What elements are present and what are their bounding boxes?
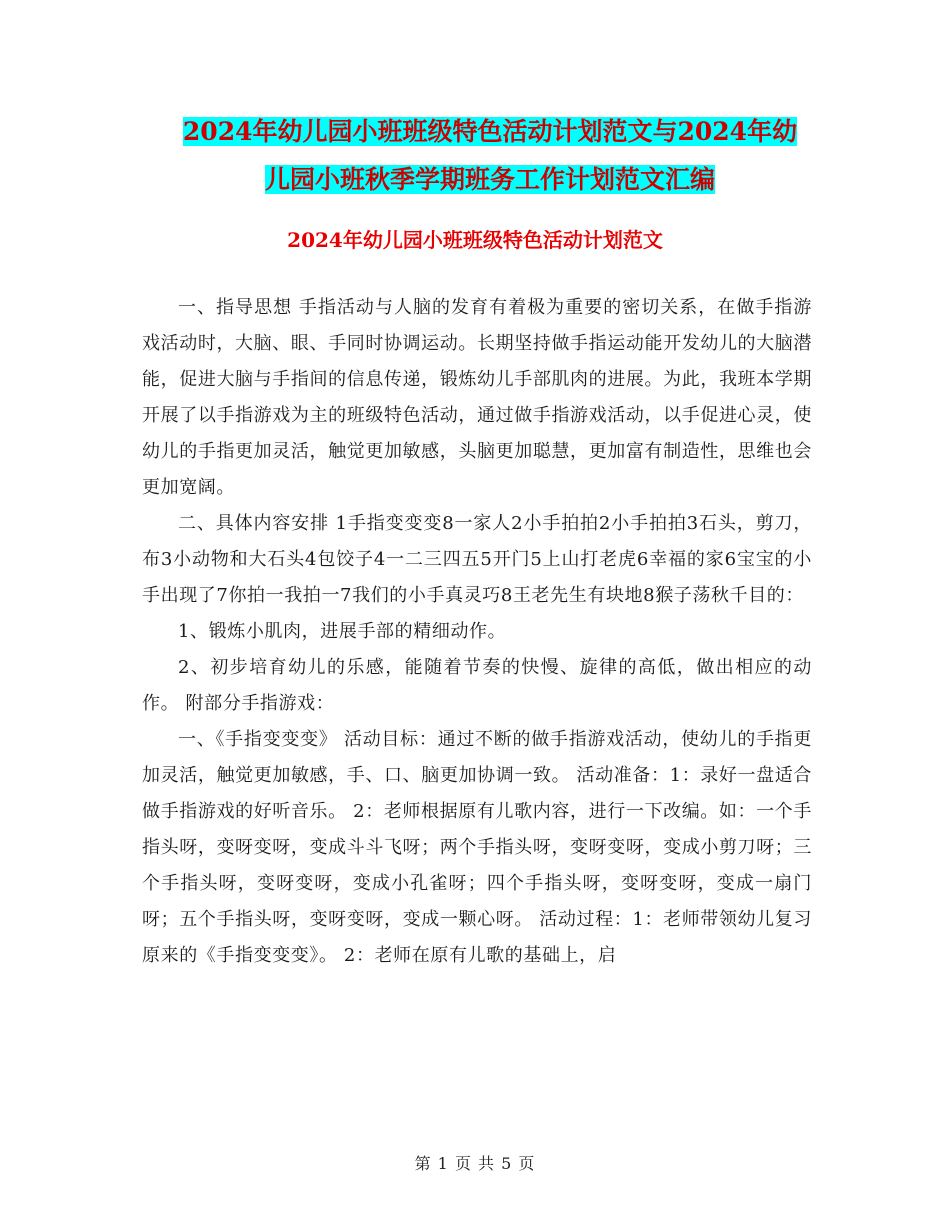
- page-footer: 第 1 页 共 5 页: [414, 1154, 536, 1173]
- section-title: 2024年幼儿园小班班级特色活动计划范文: [287, 228, 663, 252]
- paragraph-content-arrangement: 二、具体内容安排 1手指变变变8一家人2小手拍拍2小手拍拍3石头，剪刀，布3小动物和大石头4包饺子4一二三四五5开门5上山打老虎6幸福的家6宝宝的小手出现了7你拍一我拍一7我们的小手真灵巧8王老先生有块地8猴子荡秋千目的：: [142, 513, 812, 606]
- document-title-line-1: 2024年幼儿园小班班级特色活动计划范文与2024年幼: [182, 117, 798, 146]
- document-title: [140, 108, 840, 204]
- document-body: [142, 290, 812, 974]
- paragraph-goal-2: 2、初步培育幼儿的乐感，能随着节奏的快慢、旋律的高低，做出相应的动作。 附部分手指游戏：: [142, 657, 812, 714]
- paragraph-goal-1: 1、锻炼小肌肉，进展手部的精细动作。: [178, 621, 507, 642]
- paragraph-guiding-thought: 一、指导思想 手指活动与人脑的发育有着极为重要的密切关系，在做手指游戏活动时，大脑、眼、手同时协调运动。长期坚持做手指运动能开发幼儿的大脑潜能，促进大脑与手指间的信息传递，锻炼幼儿手部肌肉的进展。为此，我班本学期开展了以手指游戏为主的班级特色活动，通过做手指游戏活动，以手促进心灵，使幼儿的手指更加灵活，触觉更加敏感，头脑更加聪慧，更加富有制造性，思维也会更加宽阔。: [142, 297, 812, 498]
- paragraph-finger-game: 一、《手指变变变》 活动目标：通过不断的做手指游戏活动，使幼儿的手指更加灵活，触觉更加敏感，手、口、脑更加协调一致。 活动准备：1：录好一盘适合做手指游戏的好听音乐。 2：老师根据原有儿歌内容，进行一下改编。如：一个手指头呀，变呀变呀，变成斗斗飞呀；两个手指头呀，变呀变呀，变成小剪刀呀；三个手指头呀，变呀变呀，变成小孔雀呀；四个手指头呀，变呀变呀，变成一扇门呀；五个手指头呀，变呀变呀，变成一颗心呀。 活动过程：1：老师带领幼儿复习原来的《手指变变变》。 2：老师在原有儿歌的基础上，启: [142, 729, 812, 966]
- document-title-line-2: 儿园小班秋季学期班务工作计划范文汇编: [264, 165, 715, 194]
